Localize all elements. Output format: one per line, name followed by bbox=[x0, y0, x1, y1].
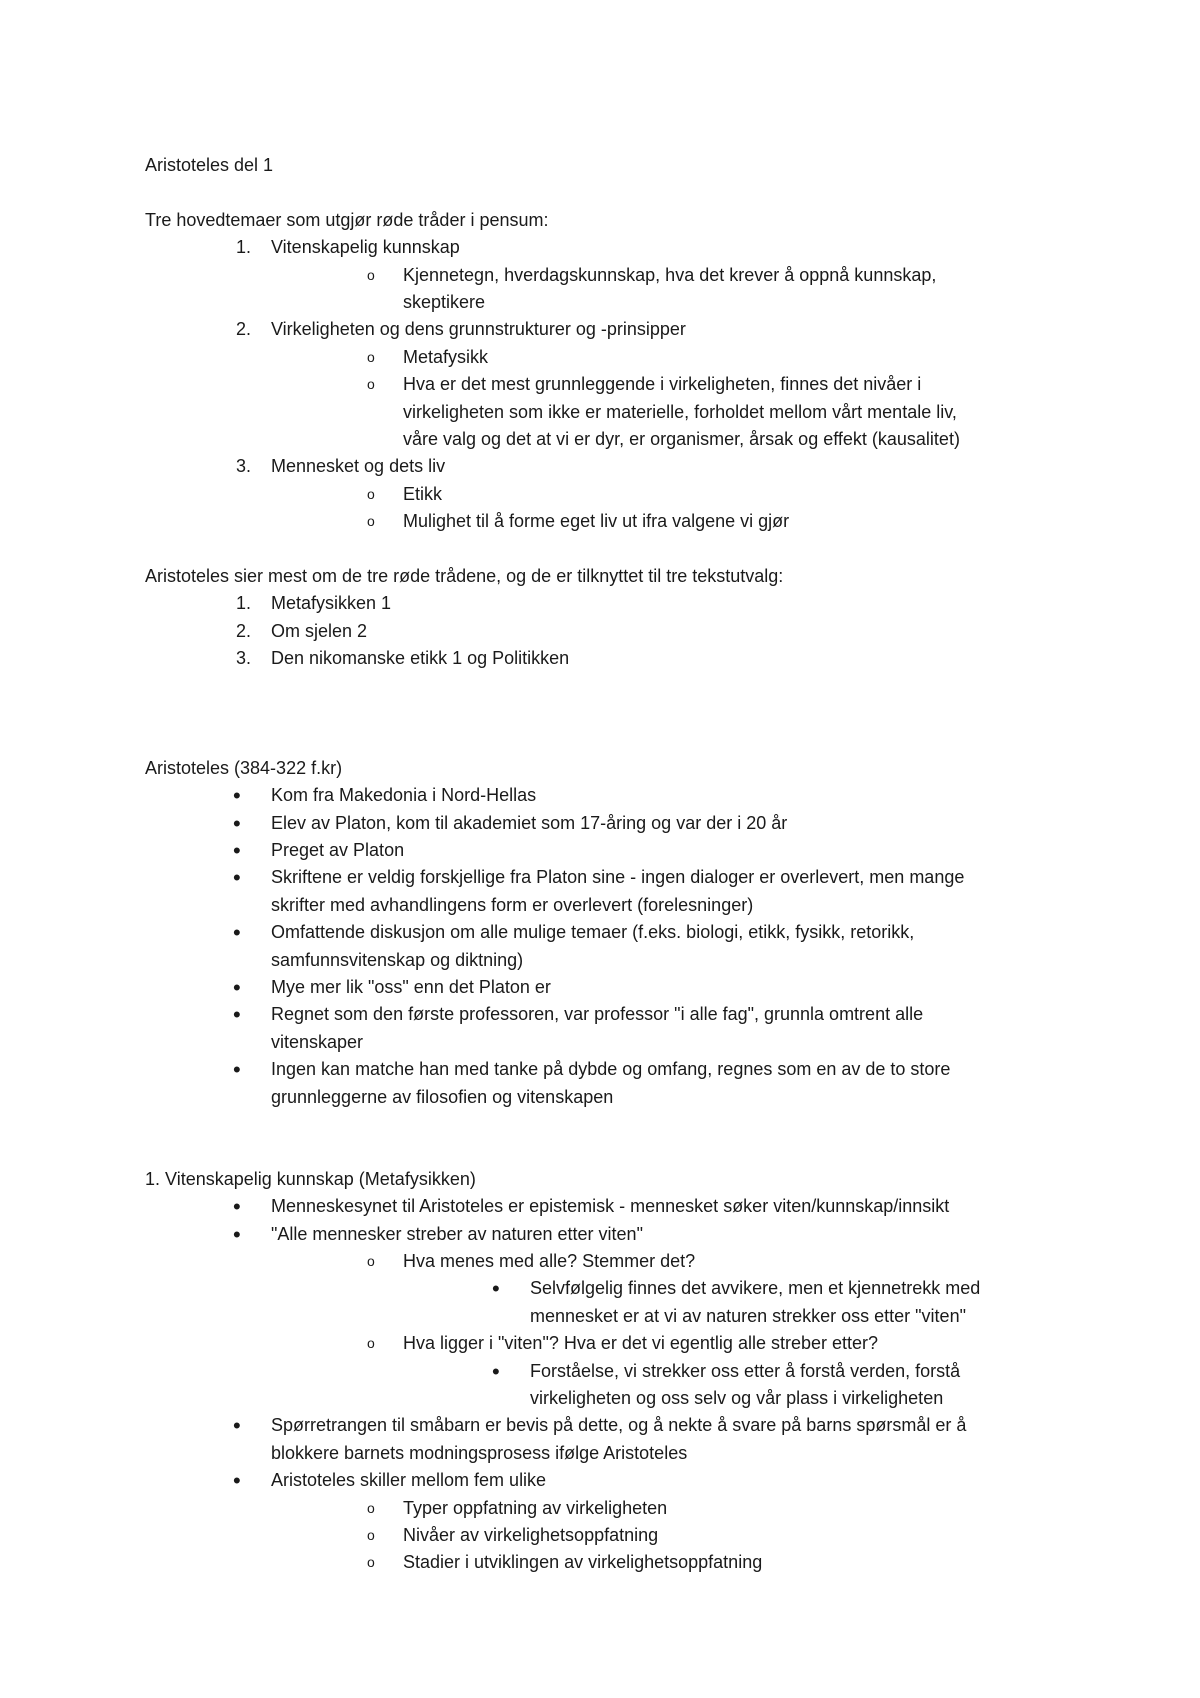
circle-bullet-icon: o bbox=[367, 1253, 375, 1269]
document-title: Aristoteles del 1 bbox=[145, 155, 274, 175]
bullet-icon: • bbox=[233, 865, 241, 891]
list-item-label: Mennesket og dets liv bbox=[271, 456, 446, 477]
sub-sub-item-line: Forståelse, vi strekker oss etter å forstå verden, forstå bbox=[530, 1360, 961, 1381]
section-heading: Aristoteles sier mest om de tre røde trådene, og de er tilknyttet til tre tekstutvalg: bbox=[145, 566, 784, 586]
bullet-line: Aristoteles skiller mellom fem ulike bbox=[271, 1470, 547, 1491]
sub-item-line: Mulighet til å forme eget liv ut ifra valgene vi gjør bbox=[403, 511, 790, 532]
sub-item-line: Stadier i utviklingen av virkelighetsoppfatning bbox=[403, 1552, 763, 1573]
sub-item-line: Hva er det mest grunnleggende i virkeligheten, finnes det nivåer i bbox=[403, 374, 922, 395]
bullet-line: vitenskaper bbox=[271, 1031, 364, 1052]
list-number: 1. bbox=[235, 593, 251, 614]
section-heading: Tre hovedtemaer som utgjør røde tråder i pensum: bbox=[145, 209, 549, 230]
bullet-icon: • bbox=[233, 1221, 241, 1247]
list-number: 2. bbox=[235, 620, 251, 641]
bullet-icon: • bbox=[233, 975, 241, 1000]
list-number: 2. bbox=[235, 319, 251, 340]
list-item-label: Virkeligheten og dens grunnstrukturer og -prinsipper bbox=[271, 319, 686, 340]
bullet-line: Spørretrangen til småbarn er bevis på dette, og å nekte å svare på barns spørsmål er å bbox=[271, 1415, 967, 1436]
bullet-icon: • bbox=[233, 810, 241, 836]
circle-bullet-icon: o bbox=[367, 513, 375, 530]
bullet-icon: • bbox=[492, 1276, 500, 1302]
circle-bullet-icon: o bbox=[367, 1554, 375, 1571]
sub-item-line: Hva menes med alle? Stemmer det? bbox=[403, 1251, 696, 1271]
circle-bullet-icon: o bbox=[367, 1527, 375, 1543]
bullet-icon: • bbox=[233, 1468, 241, 1494]
list-item-label: Om sjelen 2 bbox=[271, 620, 368, 641]
circle-bullet-icon: o bbox=[367, 348, 375, 365]
bullet-line: skrifter med avhandlingens form er overlevert (forelesninger) bbox=[271, 894, 754, 915]
bullet-line: Mye mer lik "oss" enn det Platon er bbox=[271, 977, 551, 997]
sub-sub-item-line: Selvfølgelig finnes det avvikere, men et kjennetrekk med bbox=[530, 1278, 981, 1299]
bullet-line: Skriftene er veldig forskjellige fra Platon sine - ingen dialoger er overlevert, men mange bbox=[271, 867, 965, 888]
sub-item-line: skeptikere bbox=[403, 292, 486, 312]
circle-bullet-icon: o bbox=[367, 1499, 375, 1516]
bullet-icon: • bbox=[233, 783, 241, 809]
circle-bullet-icon: o bbox=[367, 266, 375, 283]
list-item-label: Vitenskapelig kunnskap bbox=[271, 237, 460, 258]
sub-sub-item-line: mennesket er at vi av naturen strekker oss etter "viten" bbox=[530, 1305, 966, 1326]
circle-bullet-icon: o bbox=[367, 1335, 375, 1352]
bullet-line: Menneskesynet til Aristoteles er epistemisk - mennesket søker viten/kunnskap/innsikt bbox=[271, 1196, 950, 1217]
list-number: 1. bbox=[235, 237, 251, 258]
bullet-line: Kom fra Makedonia i Nord-Hellas bbox=[271, 785, 537, 806]
bullet-line: samfunnsvitenskap og diktning) bbox=[271, 949, 524, 970]
sub-item-line: Kjennetegn, hverdagskunnskap, hva det krever å oppnå kunnskap, bbox=[403, 264, 937, 285]
sub-item-line: Metafysikk bbox=[403, 346, 489, 367]
bullet-icon: • bbox=[233, 1057, 241, 1083]
section-heading: Aristoteles (384-322 f.kr) bbox=[145, 757, 343, 778]
bullet-line: Regnet som den første professoren, var professor "i alle fag", grunnla omtrent alle bbox=[271, 1004, 924, 1025]
sub-item-line: virkeligheten som ikke er materielle, forholdet mellom vårt mentale liv, bbox=[403, 401, 957, 422]
sub-item-line: Typer oppfatning av virkeligheten bbox=[403, 1497, 668, 1518]
bullet-line: Ingen kan matche han med tanke på dybde og omfang, regnes som en av de to store bbox=[271, 1059, 951, 1080]
bullet-icon: • bbox=[233, 920, 241, 946]
bullet-icon: • bbox=[492, 1358, 500, 1384]
list-item-label: Den nikomanske etikk 1 og Politikken bbox=[271, 648, 570, 669]
sub-item-line: Nivåer av virkelighetsoppfatning bbox=[403, 1525, 659, 1545]
circle-bullet-icon: o bbox=[367, 376, 375, 393]
bullet-line: blokkere barnets modningsprosess ifølge Aristoteles bbox=[271, 1442, 688, 1463]
bullet-line: "Alle mennesker streber av naturen etter viten" bbox=[271, 1223, 643, 1244]
bullet-line: grunnleggerne av filosofien og vitenskapen bbox=[271, 1086, 614, 1107]
bullet-icon: • bbox=[233, 1413, 241, 1439]
list-number: 3. bbox=[235, 456, 251, 477]
bullet-line: Omfattende diskusjon om alle mulige temaer (f.eks. biologi, etikk, fysikk, retorikk, bbox=[271, 922, 915, 943]
bullet-line: Elev av Platon, kom til akademiet som 17-åring og var der i 20 år bbox=[271, 812, 788, 833]
list-number: 3. bbox=[235, 648, 251, 669]
bullet-icon: • bbox=[233, 838, 241, 863]
bullet-icon: • bbox=[233, 1002, 241, 1028]
circle-bullet-icon: o bbox=[367, 485, 375, 502]
sub-item-line: våre valg og det at vi er dyr, er organismer, årsak og effekt (kausalitet) bbox=[403, 429, 960, 449]
bullet-line: Preget av Platon bbox=[271, 840, 405, 860]
list-item-label: Metafysikken 1 bbox=[271, 593, 392, 614]
sub-item-line: Hva ligger i "viten"? Hva er det vi egentlig alle streber etter? bbox=[403, 1333, 879, 1354]
bullet-icon: • bbox=[233, 1194, 241, 1220]
section-heading: 1. Vitenskapelig kunnskap (Metafysikken) bbox=[145, 1168, 476, 1189]
sub-item-line: Etikk bbox=[403, 483, 443, 504]
sub-sub-item-line: virkeligheten og oss selv og vår plass i virkeligheten bbox=[530, 1388, 944, 1408]
